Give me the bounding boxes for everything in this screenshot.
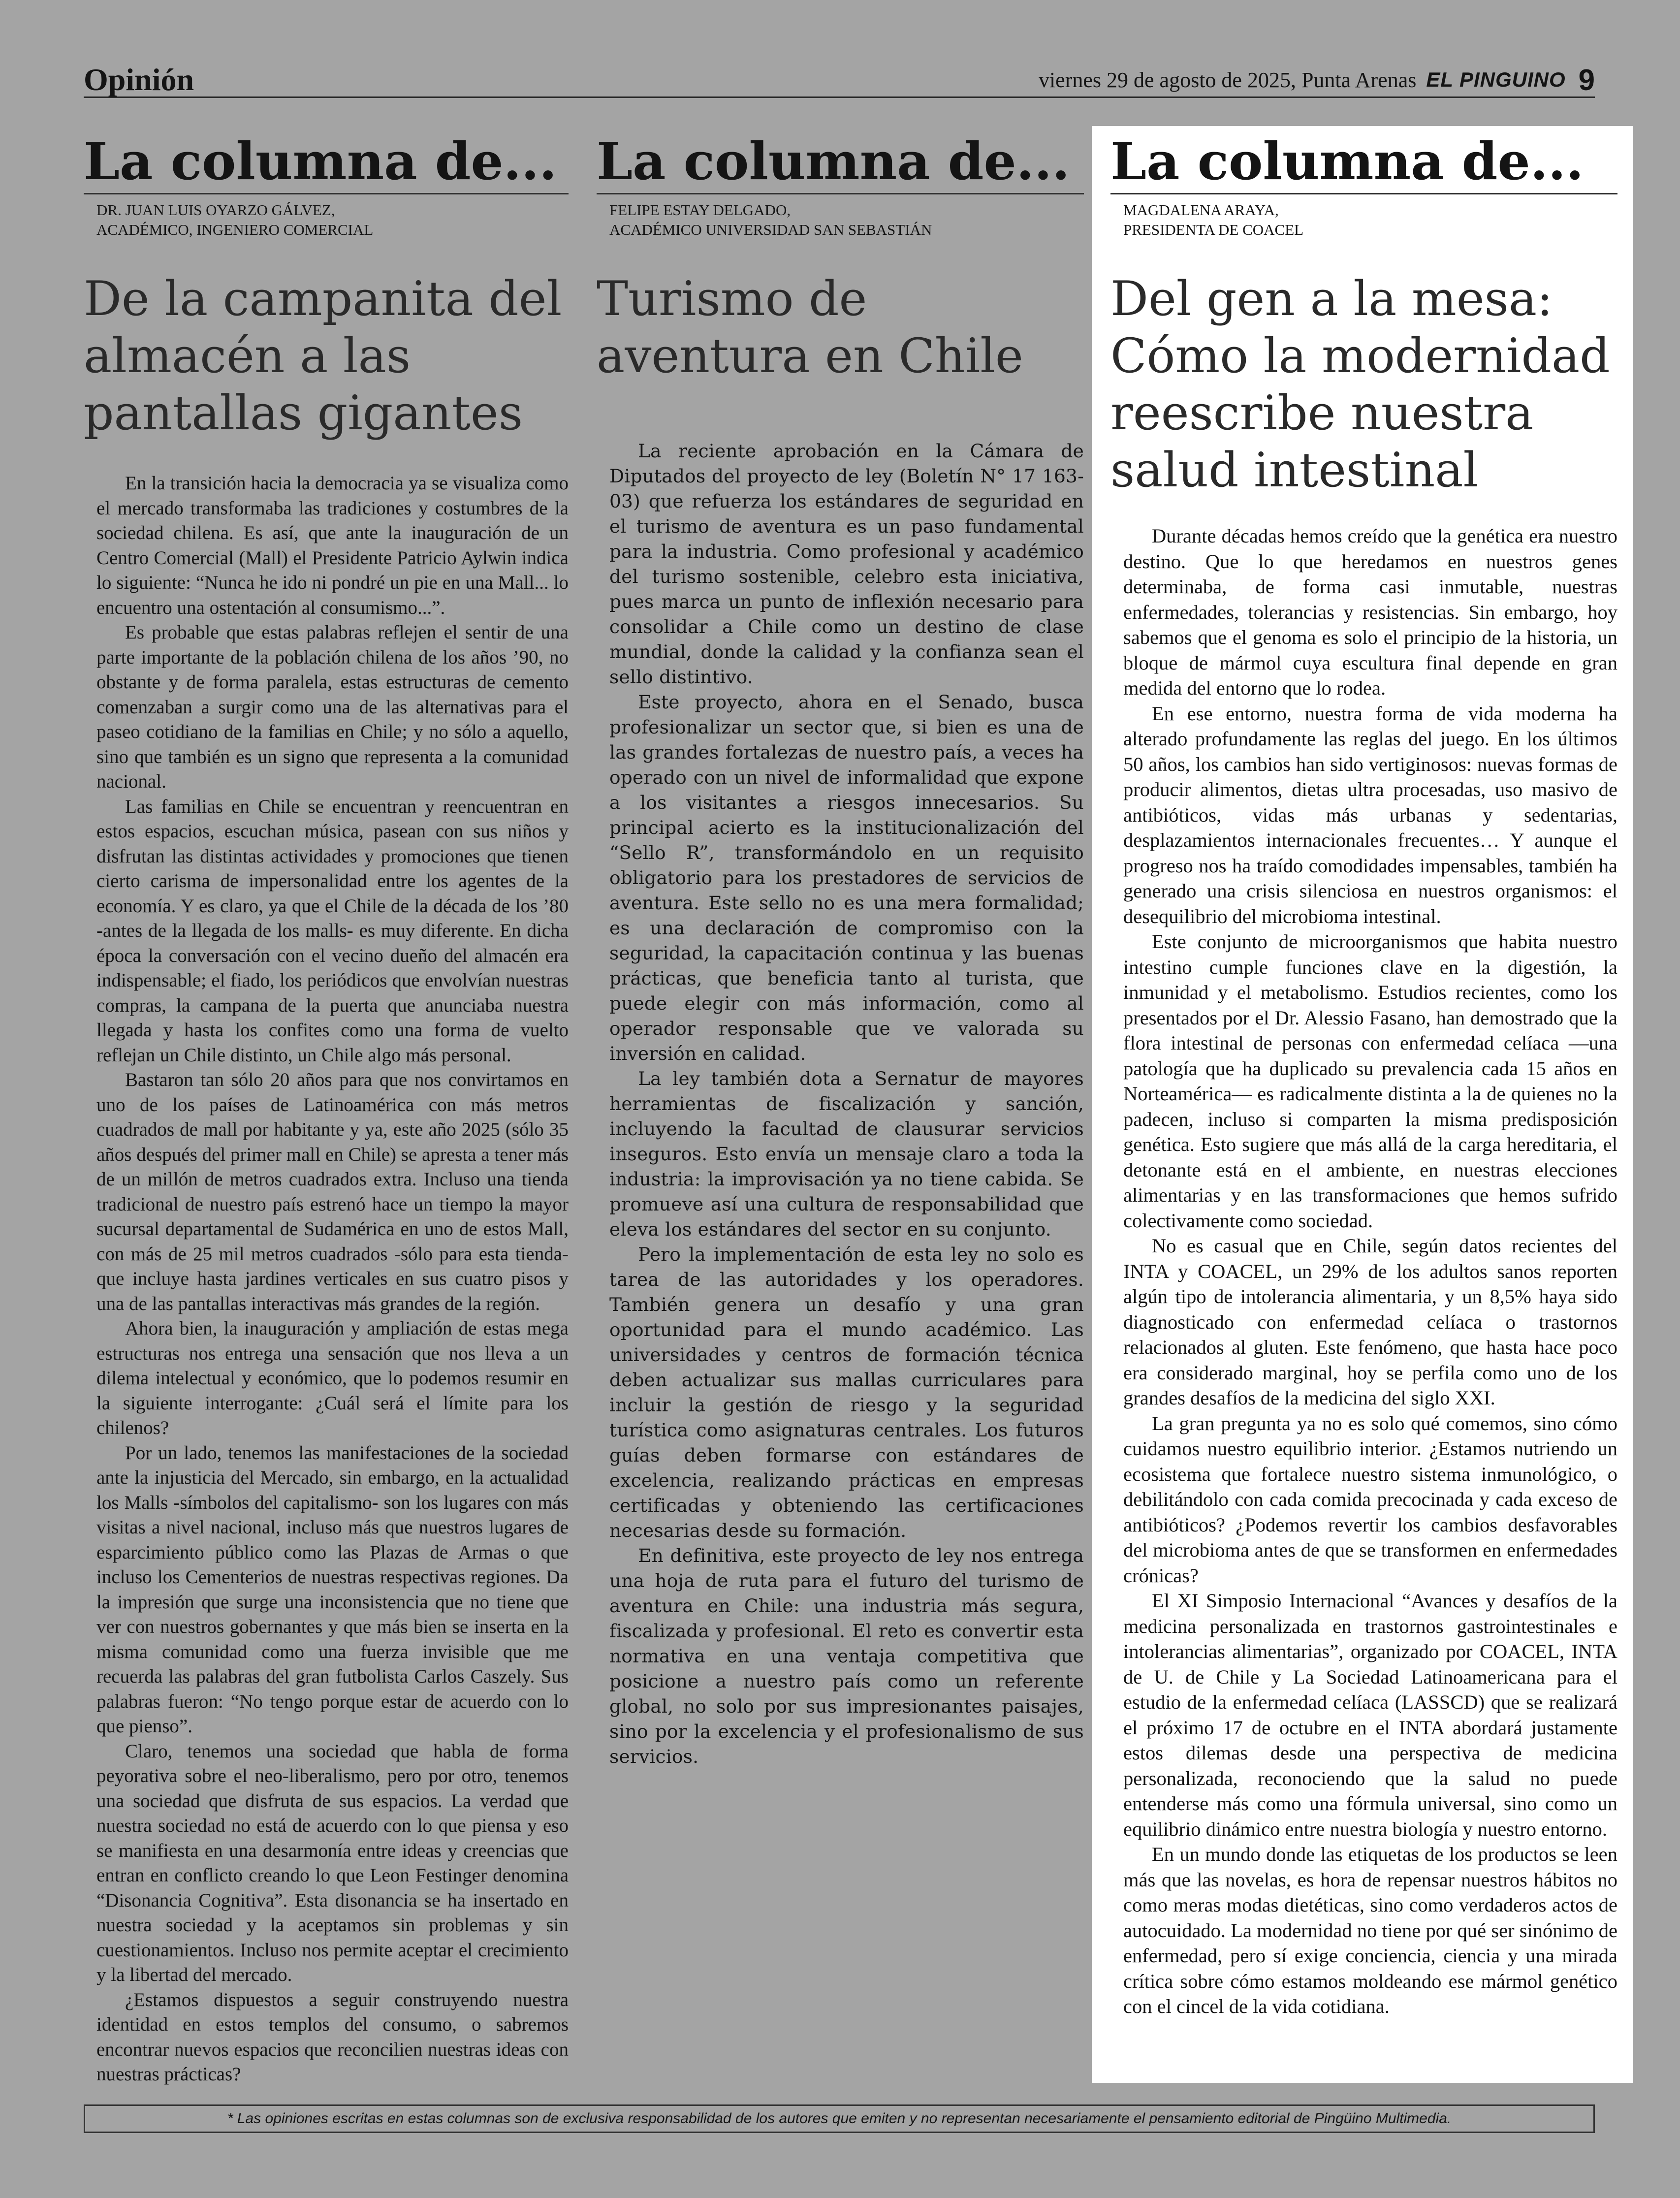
paragraph: Bastaron tan sólo 20 años para que nos convirtamos en uno de los países de Latinoamérica con más metros cuadrados de mall por habitante y ya, este año 2025 (sólo 35 años después del primer mall en Chile) se apresta a tener más de un millón de metros cuadrados extra. Incluso una tienda tradicional de nuestro país estrenó hace un tiempo la mayor sucursal departamental de Sudamérica en uno de estos Mall, con más de 25 mil metros cuadrados -sólo para esta tienda- que incluye hasta jardines verticales en sus cuatro pisos y una de las pantallas interactivas más grandes de la región. xyxy=(96,1069,569,1314)
paragraph: Ahora bien, la inauguración y ampliación de estas mega estructuras nos entrega una sensación que nos lleva a un dilema intelectual y económico, que lo podemos resumir en la siguiente interrogante: ¿Cuál será el límite para los chilenos? xyxy=(96,1318,569,1438)
paragraph: No es casual que en Chile, según datos recientes del INTA y COACEL, un 29% de los adultos sanos reporten algún tipo de intolerancia alimentaria, y un 8,5% haya sido diagnosticado con enfermedad celíaca o trastornos relacionados al gluten. Este fenómeno, que hasta hace poco era considerado marginal, hoy se perfila como uno de los grandes desafíos de la medicina del siglo XXI. xyxy=(1123,1235,1617,1409)
paragraph: Este proyecto, ahora en el Senado, busca profesionalizar un sector que, si bien es una de las grandes fortalezas de nuestro país, a veces ha operado con un nivel de informalidad que expone a los visitantes a riesgos innecesarios. Su principal acierto es la institucionalización del “Sello R”, transformándolo en un requisito obligatorio para los prestadores de servicios de aventura. Este sello no es una mera formalidad; es una declaración de compromiso con la seguridad, la capacitación continua y las buenas prácticas, que beneficia tanto al turista, que puede elegir con más información, como al operador responsable que ve valorada su inversión en calidad. xyxy=(609,691,1084,1064)
paragraph: Durante décadas hemos creído que la genética era nuestro destino. Que lo que heredamos en nuestros genes determinaba, de forma casi inmutable, nuestras enfermedades, tolerancias y resistencias. Sin embargo, hoy sabemos que el genoma es solo el principio de la historia, un bloque de mármol cuya escultura final depende en gran medida del entorno que lo rodea. xyxy=(1123,525,1617,699)
author-title: ACADÉMICO, INGENIERO COMERCIAL xyxy=(96,221,374,238)
article-body xyxy=(1110,523,1617,2019)
author-name: FELIPE ESTAY DELGADO, xyxy=(609,201,791,219)
column-kicker: La columna de... xyxy=(1110,133,1617,194)
author-byline xyxy=(84,200,569,240)
column-kicker: La columna de... xyxy=(84,133,569,194)
paragraph: Por un lado, tenemos las manifestaciones de la sociedad ante la injusticia del Mercado, sin embargo, en la actualidad los Malls -símbolos del capitalismo- son los lugares con más visitas a nivel nacional, incluso más que nuestros lugares de esparcimiento público como las Plazas de Armas o que incluso los Cementerios de nuestras respectivas regiones. Da la impresión que surge una inconsistencia que no tiene que ver con nuestros gobernantes y que más bien se inserta en la misma comunidad como una fuerza invisible que me recuerda las palabras del gran futbolista Carlos Caszely. Sus palabras fueron: “No tengo porque estar de acuerdo con lo que pienso”. xyxy=(96,1442,569,1737)
article-body xyxy=(597,439,1084,1769)
paragraph: Es probable que estas palabras reflejen el sentir de una parte importante de la población chilena de los años ’90, no obstante y de forma paralela, estas estructuras de cemento comenzaban a surgir como una de las alternativas para el paseo cotidiano de la familias en Chile; y no sólo a aquello, sino que también es un signo que representa a la comunidad nacional. xyxy=(96,622,569,792)
column-3 xyxy=(1110,133,1617,2019)
section-name: Opinión xyxy=(84,62,194,97)
paragraph: Claro, tenemos una sociedad que habla de forma peyorativa sobre el neo-liberalismo, pero por otro, tenemos una sociedad que disfruta de sus espacios. La verdad que nuestra sociedad no está de acuerdo con lo que piensa y eso se manifiesta en una desarmonía entre ideas y creencias que entran en conflicto creando lo que Leon Festinger denomina “Disonancia Cognitiva”. Esta disonancia se ha insertado en nuestra sociedad y la aceptamos sin problemas y sin cuestionamientos. Incluso nos permite aceptar el crecimiento y la libertad del mercado. xyxy=(96,1740,569,1985)
page-header xyxy=(84,63,1595,98)
paragraph: En un mundo donde las etiquetas de los productos se leen más que las novelas, es hora de repensar nuestros hábitos no como meras modas dietéticas, sino como verdaderos actos de autocuidado. La modernidad no tiene por qué ser sinónimo de enfermedad, pero sí exige conciencia, ciencia y una mirada crítica sobre cómo estamos moldeando ese mármol genético con el cincel de la vida cotidiana. xyxy=(1123,1843,1617,2017)
author-title: PRESIDENTA DE COACEL xyxy=(1123,221,1304,238)
paragraph: Pero la implementación de esta ley no solo es tarea de las autoridades y los operadores. También genera un desafío y una gran oportunidad para el mundo académico. Las universidades y centros de formación técnica deben actualizar sus mallas curriculares para incluir la gestión de riesgo y la seguridad turística como asignaturas centrales. Los futuros guías deben formarse con estándares de excelencia, realizando prácticas en empresas certificadas y obteniendo las certificaciones necesarias desde su formación. xyxy=(609,1243,1084,1541)
paragraph: En ese entorno, nuestra forma de vida moderna ha alterado profundamente las reglas del juego. En los últimos 50 años, los cambios han sido vertiginosos: nuevas formas de producir alimentos, dietas ultra procesadas, uso masivo de antibióticos, vidas más urbanas y sedentarias, desplazamientos internacionales frecuentes… Y aunque el progreso nos ha traído comodidades impensables, también ha generado una crisis silenciosa en nuestros organismos: el desequilibrio del microbioma intestinal. xyxy=(1123,702,1617,927)
author-name: MAGDALENA ARAYA, xyxy=(1123,201,1279,219)
author-byline xyxy=(1110,200,1617,240)
paragraph: Las familias en Chile se encuentran y reencuentran en estos espacios, escuchan música, pasean con sus niños y disfrutan las distintas actividades y promociones que tienen cierto carisma de impersonalidad entre los agentes de la economía. Y es claro, ya que el Chile de la década de los ’80 -antes de la llegada de los malls- es muy diferente. En dicha época la conversación con el vecino dueño del almacén era indispensable; el fiado, los periódicos que envolvían nuestras compras, la campana de la puerta que anunciaba nuestra llegada y hasta los confites como una forma de vuelto reflejan un Chile distinto, un Chile algo más personal. xyxy=(96,796,569,1066)
page-number: 9 xyxy=(1578,63,1595,96)
paragraph: Este conjunto de microorganismos que habita nuestro intestino cumple funciones clave en la digestión, la inmunidad y el metabolismo. Estudios recientes, como los presentados por el Dr. Alessio Fasano, han demostrado que la flora intestinal de personas con enfermedad celíaca —una patología que ha duplicado su prevalencia cada 15 años en Norteamérica— es radicalmente distinta a la de quienes no la padecen, incluso si comparten la misma predisposición genética. Esto sugiere que más allá de la carga hereditaria, el detonante está en el ambiente, en nuestras elecciones alimentarias y en las transformaciones que hemos sufrido colectivamente como sociedad. xyxy=(1123,930,1617,1232)
paragraph: La ley también dota a Sernatur de mayores herramientas de fiscalización y sanción, incluyendo la facultad de clausurar servicios inseguros. Esto envía un mensaje claro a toda la industria: la improvisación ya no tiene cabida. Se promueve así una cultura de responsabilidad que eleva los estándares del sector en su conjunto. xyxy=(609,1068,1084,1240)
headline: De la campanita del almacén a las pantallas gigantes xyxy=(84,271,562,441)
author-byline xyxy=(597,200,1084,240)
headline: Del gen a la mesa: Cómo la modernidad reescribe nuestra salud intestinal xyxy=(1110,271,1610,498)
paragraph: La gran pregunta ya no es solo qué comemos, sino cómo cuidamos nuestro equilibrio interior. ¿Estamos nutriendo un ecosistema que fortalece nuestro sistema inmunológico, o debilitándolo con cada comida precocinada y cada exceso de antibióticos? ¿Podemos revertir los cambios desfavorables del microbioma antes de que se transformen en enfermedades crónicas? xyxy=(1123,1412,1617,1587)
author-name: DR. JUAN LUIS OYARZO GÁLVEZ, xyxy=(96,201,335,219)
paragraph: En la transición hacia la democracia ya se visualiza como el mercado transformaba las tradiciones y costumbres de la sociedad chilena. Es así, que ante la inauguración de un Centro Comercial (Mall) el Presidente Patricio Aylwin indica lo siguiente: “Nunca he ido ni pondré un pie en una Mall... lo encuentro una ostentación al consumismo...”. xyxy=(96,473,569,618)
publication-logo: EL PINGUINO xyxy=(1426,68,1566,91)
paragraph: La reciente aprobación en la Cámara de Diputados del proyecto de ley (Boletín N° 17 163-03) que refuerza los estándares de seguridad en el turismo de aventura es un paso fundamental para la industria. Como profesional y académico del turismo sostenible, celebro esta iniciativa, pues marca un punto de inflexión necesario para consolidar a Chile como un destino de clase mundial, donde la calidad y la confianza sean el sello distintivo. xyxy=(609,440,1084,688)
paragraph: El XI Simposio Internacional “Avances y desafíos de la medicina personalizada en trastornos gastrointestinales e intolerancias alimentarias”, organizado por COACEL, INTA de U. de Chile y La Sociedad Latinoamericana para el estudio de la enfermedad celíaca (LASSCD) que se realizará el próximo 17 de octubre en el INTA abordará justamente estos dilemas desde una perspectiva de medicina personalizada, reconociendo que la salud no puede entenderse más como una fórmula universal, sino como un equilibrio dinámico entre nuestra biología y nuestro entorno. xyxy=(1123,1590,1617,1840)
column-1 xyxy=(84,133,569,2087)
headline: Turismo de aventura en Chile xyxy=(597,271,1023,383)
paragraph: En definitiva, este proyecto de ley nos entrega una hoja de ruta para el futuro del turismo de aventura en Chile: una industria más segura, fiscalizada y profesional. El reto es convertir esta normativa en una ventaja competitiva que posicione a nuestro país como un referente global, no solo por sus impresionantes paisajes, sino por la excelencia y el profesionalismo de sus servicios. xyxy=(609,1545,1084,1767)
paragraph: ¿Estamos dispuestos a seguir construyendo nuestra identidad en estos templos del consumo, o sabremos encontrar nuevos espacios que reconcilien nuestras ideas con nuestras prácticas? xyxy=(96,1989,569,2085)
author-title: ACADÉMICO UNIVERSIDAD SAN SEBASTIÁN xyxy=(609,221,932,238)
article-body xyxy=(84,471,569,2087)
header-info xyxy=(1039,63,1595,96)
disclaimer: * Las opiniones escritas en estas columnas son de exclusiva responsabilidad de los autores que emiten y no representan necesariamente el pensamiento editorial de Pingüino Multimedia. xyxy=(84,2104,1595,2133)
column-kicker: La columna de... xyxy=(597,133,1084,194)
column-2 xyxy=(597,133,1084,1769)
date-line: viernes 29 de agosto de 2025, Punta Arenas xyxy=(1038,67,1417,92)
